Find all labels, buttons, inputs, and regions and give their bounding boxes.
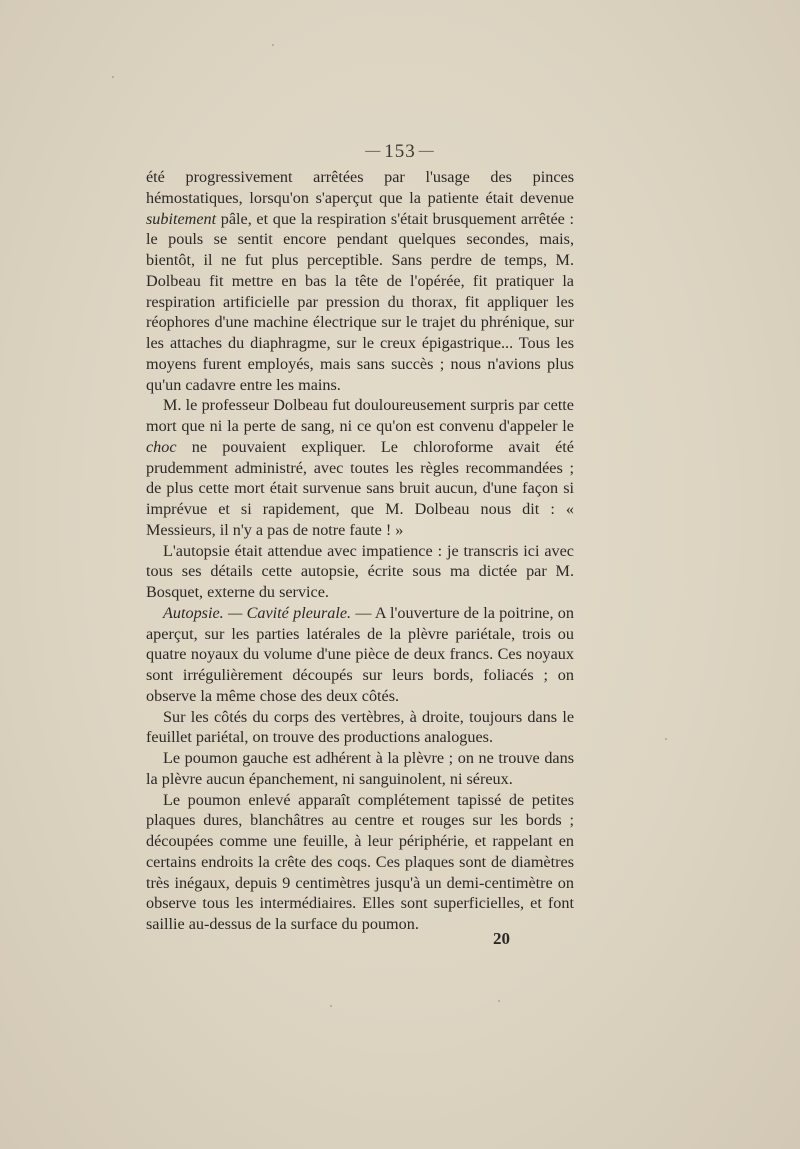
- signature-mark: 20: [493, 929, 510, 948]
- paper-speck: [665, 738, 667, 740]
- paragraph: [146, 395, 574, 540]
- text-run: Sur les côtés du corps des vertèbres, à droite, toujours dans le feuillet pariétal, on trouve des productions analogues.: [146, 707, 574, 747]
- page-header: [0, 141, 800, 163]
- italic-text: subitement: [146, 209, 217, 228]
- text-run: pâle, et que la respiration s'était brusquement arrêtée : le pouls se sentit encore pendant quelques secondes, mais, bientôt, il ne fut plus perceptible. Sans perdre de temps, M. Dolbeau fit mettre en bas la tête de l'opérée, fit pratiquer la respiration artificielle par pression du thorax, fit appliquer les réophores d'une machine électrique sur le trajet du phrénique, sur les attaches du diaphragme, sur le creux épigastrique... Tous les moyens furent employés, mais sans succès ; nous n'avions plus qu'un cadavre entre les mains.: [146, 209, 574, 394]
- text-run: M. le professeur Dolbeau fut douloureusement surpris par cette mort que ni la perte de sang, ni ce qu'on est convenu d'appeler le: [146, 396, 574, 435]
- page-number: 153: [384, 141, 416, 162]
- paragraph: [146, 790, 574, 935]
- paper-speck: [112, 76, 114, 78]
- paragraph: [146, 541, 574, 603]
- text-run: L'autopsie était attendue avec impatience : je transcris ici avec tous ses détails cette autopsie, écrite sous ma dictée par M. Bosquet, externe du service.: [146, 541, 574, 601]
- text-run: ne pouvaient expliquer. Le chloroforme avait été prudemment administré, avec toutes les règles recommandées ; de plus cette mort était survenue sans bruit aucun, d'une façon si imprévue et si rapidement, que M. Dolbeau nous dit : « Messieurs, il n'y a pas de notre faute ! »: [146, 437, 574, 539]
- paragraph: [146, 707, 574, 749]
- text-run: — A l'ouverture de la poitrine, on aperçut, sur les parties latérales de la plèvre pariétale, trois ou quatre noyaux du volume d'une pièce de deux francs. Ces noyaux sont irrégulièrement découpés sur leurs bords, foliacés ; on observe la même chose des deux côtés.: [146, 603, 574, 705]
- left-ornament: —: [365, 143, 382, 159]
- paper-speck: [272, 44, 274, 46]
- body-text: [146, 167, 574, 935]
- paper-speck: [330, 1005, 332, 1007]
- italic-text: choc: [146, 437, 177, 456]
- text-run: Le poumon gauche est adhérent à la plèvre ; on ne trouve dans la plèvre aucun épanchement, ni sanguinolent, ni séreux.: [146, 749, 574, 788]
- paragraph: [146, 603, 574, 707]
- right-ornament: —: [418, 143, 435, 159]
- text-run: Le poumon enlevé apparaît complétement tapissé de petites plaques dures, blanchâtres au centre et rouges sur les bords ; découpées comme une feuille, à leur périphérie, et rappelant en certains endroits la crête des coqs. Ces plaques sont de diamètres très inégaux, depuis 9 centimètres jusqu'à un demi-centimètre on observe tous les intermédiaires. Elles sont superficielles, et font saillie au-dessus de la surface du poumon.: [146, 790, 574, 933]
- paragraph: [146, 748, 574, 790]
- paper-speck: [498, 1000, 500, 1002]
- italic-text: Autopsie. — Cavité pleurale.: [163, 603, 352, 622]
- text-run: été progressivement arrêtées par l'usage des pinces hémostatiques, lorsqu'on s'aperçut que la patiente était devenue: [146, 168, 574, 207]
- paragraph: [146, 167, 574, 395]
